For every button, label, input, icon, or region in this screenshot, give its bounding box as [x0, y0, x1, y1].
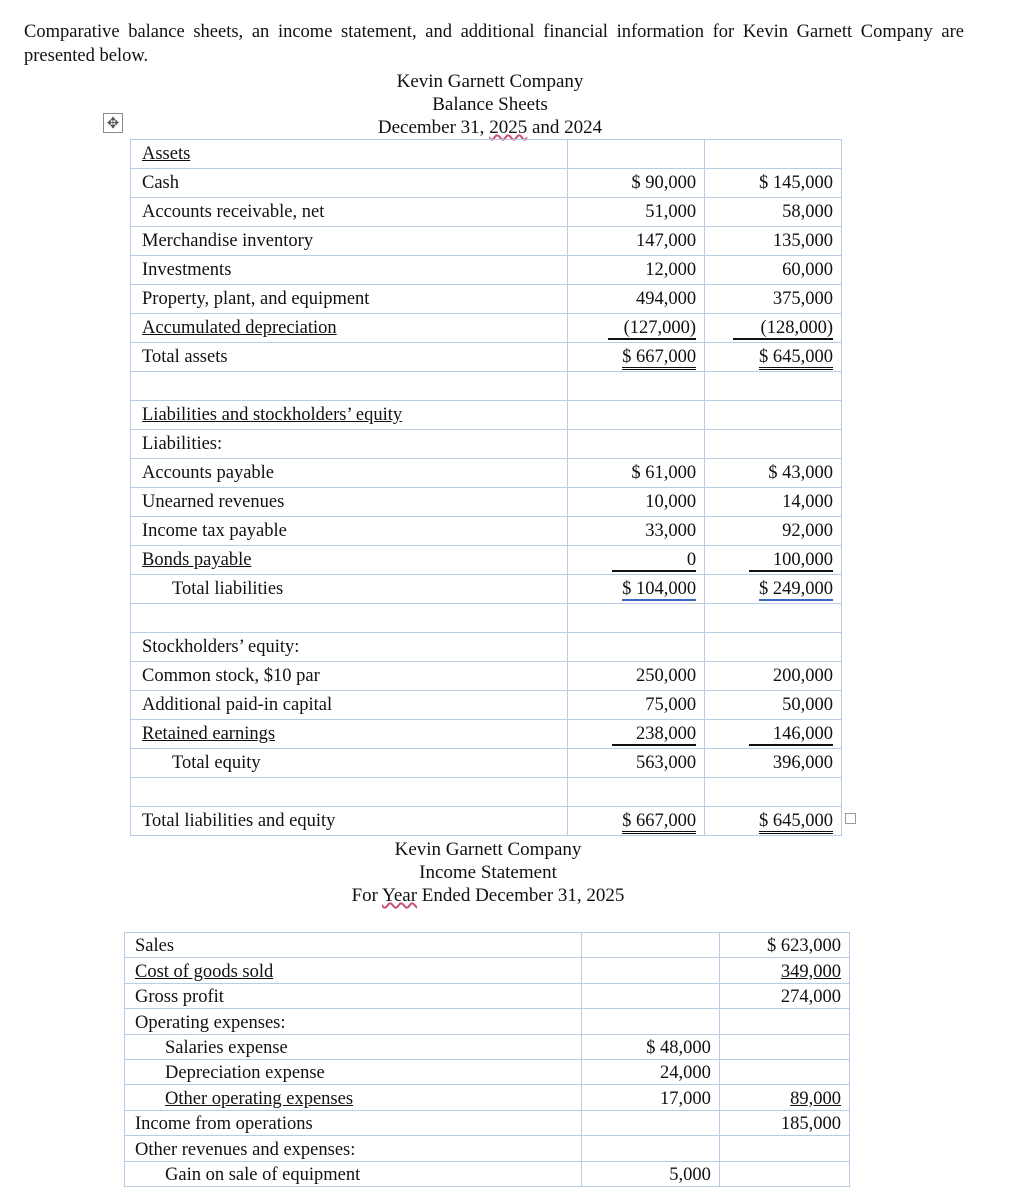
table-row: Total equity 563,000 396,000 [131, 749, 842, 778]
statement-title: Balance Sheets [432, 94, 548, 115]
table-row: Gross profit 274,000 [125, 983, 850, 1008]
statement-date: For Year Ended December 31, 2025 [351, 885, 625, 906]
income-statement-table [124, 932, 850, 1187]
table-row: Depreciation expense 24,000 [125, 1059, 850, 1084]
liab-equity-heading: Liabilities and stockholders’ equity [142, 405, 403, 425]
balance-sheet-header [300, 70, 680, 139]
table-row: Sales $ 623,000 [125, 933, 850, 958]
table-row [131, 401, 842, 430]
table-row: Liabilities: [131, 430, 842, 459]
table-row: Accounts receivable, net 51,000 58,000 [131, 198, 842, 227]
table-row: Unearned revenues 10,000 14,000 [131, 488, 842, 517]
table-row: Income from operations 185,000 [125, 1110, 850, 1135]
table-row [131, 778, 842, 807]
intro-paragraph: Comparative balance sheets, an income statement, and additional financial information for Kevin Garnett Company are presented below. [24, 22, 964, 66]
assets-heading: Assets [142, 144, 191, 164]
balance-sheet-table [130, 139, 842, 836]
table-row: Merchandise inventory 147,000 135,000 [131, 227, 842, 256]
table-row [131, 140, 842, 169]
table-row: Additional paid-in capital 75,000 50,000 [131, 691, 842, 720]
table-row: Other revenues and expenses: [125, 1136, 850, 1161]
table-row: Accounts payable $ 61,000 $ 43,000 [131, 459, 842, 488]
table-row [131, 372, 842, 401]
table-row: Gain on sale of equipment 5,000 [125, 1161, 850, 1186]
table-row: Stockholders’ equity: [131, 633, 842, 662]
table-row [131, 604, 842, 633]
table-row: Bonds payable 0 100,000 [131, 546, 842, 575]
income-statement-header [300, 838, 676, 907]
table-row: Total assets $ 667,000 $ 645,000 [131, 343, 842, 372]
table-row: Total liabilities $ 104,000 $ 249,000 [131, 575, 842, 604]
table-row: Cost of goods sold 349,000 [125, 958, 850, 983]
company-name: Kevin Garnett Company [394, 839, 582, 860]
table-row: Other operating expenses 17,000 89,000 [125, 1085, 850, 1110]
company-name: Kevin Garnett Company [396, 71, 584, 92]
table-row: Common stock, $10 par 250,000 200,000 [131, 662, 842, 691]
table-row: Income tax payable 33,000 92,000 [131, 517, 842, 546]
table-row: Cash $ 90,000 $ 145,000 [131, 169, 842, 198]
move-handle-icon[interactable]: ✥ [103, 113, 123, 133]
table-row: Retained earnings 238,000 146,000 [131, 720, 842, 749]
table-row: Property, plant, and equipment 494,000 375,000 [131, 285, 842, 314]
table-row: Investments 12,000 60,000 [131, 256, 842, 285]
table-row: Accumulated depreciation (127,000) (128,000) [131, 314, 842, 343]
resize-handle-icon[interactable] [845, 813, 856, 824]
statement-date: December 31, 2025 and 2024 [377, 117, 603, 138]
table-row: Operating expenses: [125, 1009, 850, 1034]
table-row: Total liabilities and equity $ 667,000 $ 645,000 [131, 807, 842, 836]
table-row: Salaries expense $ 48,000 [125, 1034, 850, 1059]
statement-title: Income Statement [419, 862, 557, 883]
